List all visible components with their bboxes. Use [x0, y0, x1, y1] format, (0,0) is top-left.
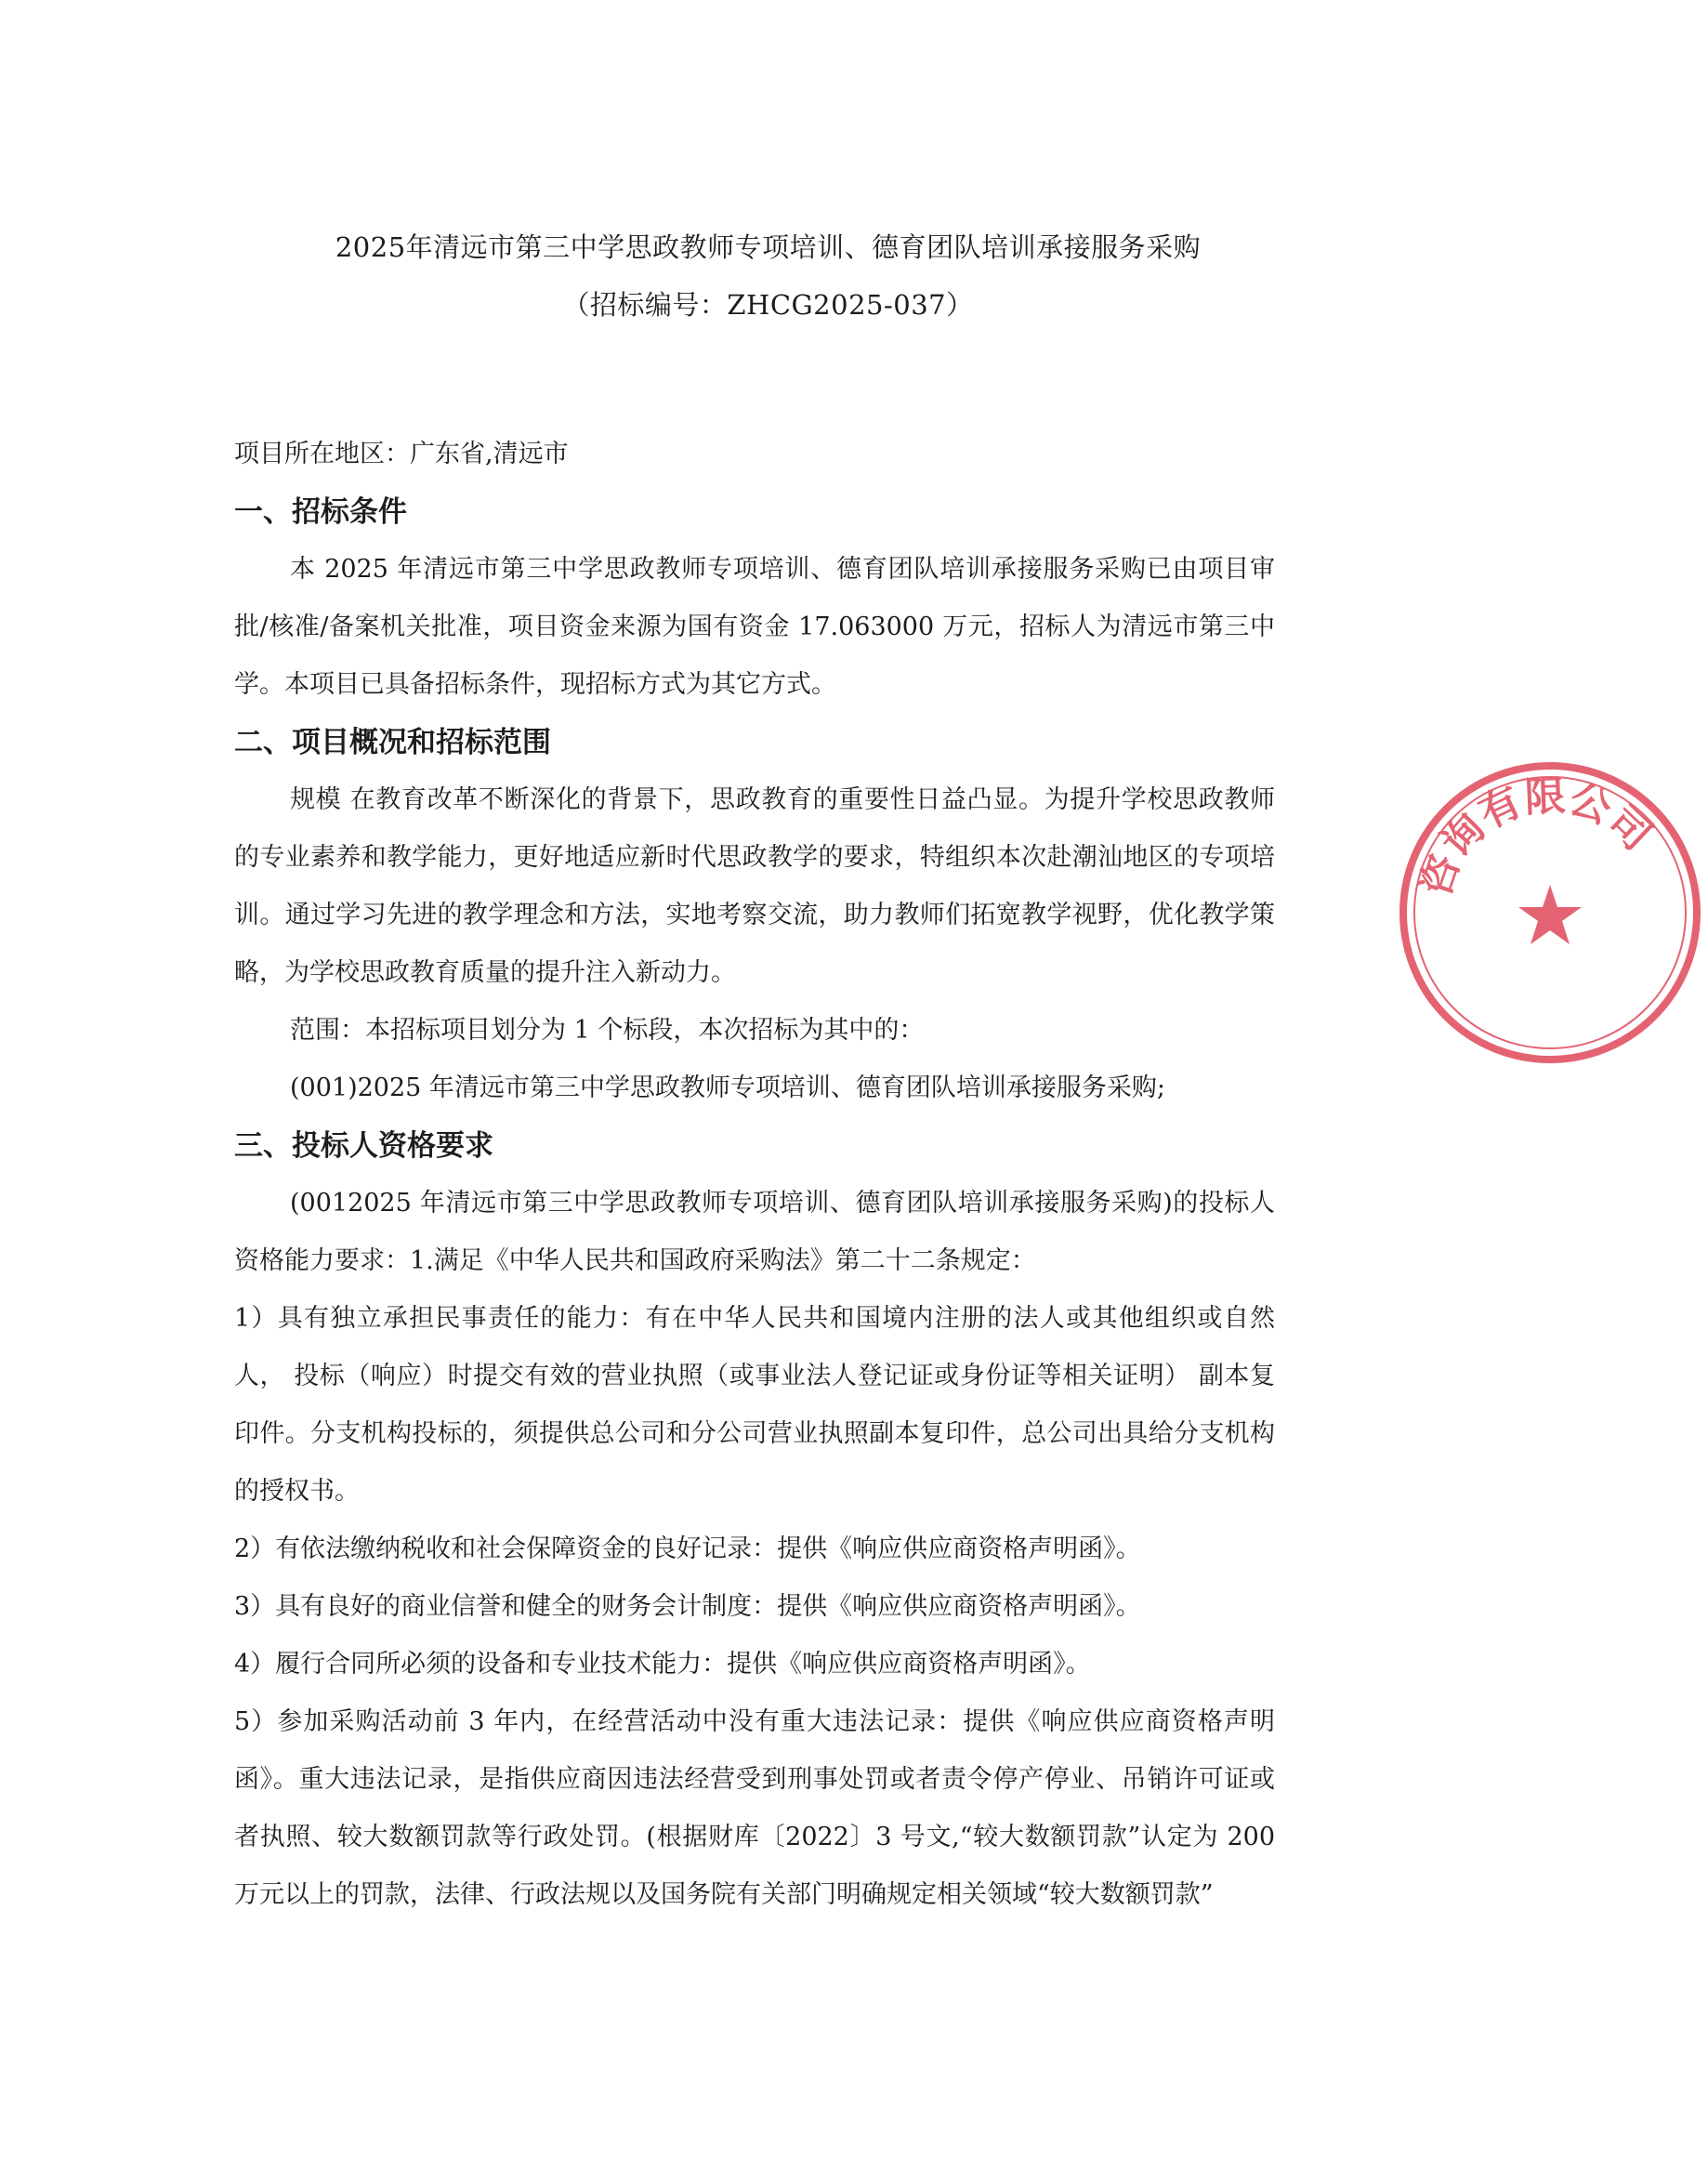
qualification-item-2: 2）有依法缴纳税收和社会保障资金的良好记录：提供《响应供应商资格声明函》。	[234, 1534, 1141, 1563]
tender-conditions-paragraph: 本 2025 年清远市第三中学思政教师专项培训、德育团队培训承接服务采购已由项目审批/核准/备案机关批准，项目资金来源为国有资金 17.063000 万元，招标人为清远市第三中学。本项目已具备招标条件，现招标方式为其它方式。	[234, 555, 1275, 699]
qualification-item-3: 3）具有良好的商业信誉和健全的财务会计制度：提供《响应供应商资格声明函》。	[234, 1592, 1141, 1621]
project-location: 项目所在地区：广东省,清远市	[234, 440, 569, 468]
company-seal-stamp	[1392, 755, 1708, 1071]
section-heading-project-overview: 二、项目概况和招标范围	[234, 726, 551, 759]
project-scale-paragraph: 规模 在教育改革不断深化的背景下，思政教育的重要性日益凸显。为提升学校思政教师的专业素养和教学能力，更好地适应新时代思政教学的要求，特组织本次赴潮汕地区的专项培训。通过学习先进的教学理念和方法，实地考察交流，助力教师们拓宽教学视野，优化教学策略，为学校思政教育质量的提升注入新动力。	[234, 785, 1275, 987]
tender-number: （招标编号：ZHCG2025-037）	[562, 289, 974, 321]
qualification-item-4: 4）履行合同所必须的设备和专业技术能力：提供《响应供应商资格声明函》。	[234, 1650, 1091, 1679]
lot-paragraph: (001)2025 年清远市第三中学思政教师专项培训、德育团队培训承接服务采购;	[290, 1073, 1165, 1102]
document-title: 2025年清远市第三中学思政教师专项培训、德育团队培训承接服务采购	[335, 231, 1202, 263]
document-body	[234, 426, 1275, 1924]
qualification-intro: (0012025 年清远市第三中学思政教师专项培训、德育团队培训承接服务采购)的投标人资格能力要求：1.满足《中华人民共和国政府采购法》第二十二条规定：	[234, 1189, 1275, 1275]
project-scope-paragraph: 范围：本招标项目划分为 1 个标段，本次招标为其中的：	[290, 1016, 925, 1045]
section-heading-tender-conditions: 一、招标条件	[234, 495, 407, 529]
svg-text:咨询有限公司: 咨询有限公司	[1411, 772, 1661, 903]
qualification-item-1: 1）具有独立承担民事责任的能力：有在中华人民共和国境内注册的法人或其他组织或自然人， 投标（响应）时提交有效的营业执照（或事业法人登记证或身份证等相关证明） 副本复印件。分支机构投标的，须提供总公司和分公司营业执照副本复印件，总公司出具给分支机构的授权书。	[234, 1304, 1275, 1506]
qualification-item-5: 5）参加采购活动前 3 年内，在经营活动中没有重大违法记录：提供《响应供应商资格声明函》。重大违法记录，是指供应商因违法经营受到刑事处罚或者责令停产停业、吊销许可证或者执照、较大数额罚款等行政处罚。(根据财库〔2022〕3 号文,“较大数额罚款”认定为 200 万元以上的罚款，法律、行政法规以及国务院有关部门明确规定相关领域“较大数额罚款”	[234, 1707, 1275, 1909]
section-heading-bidder-qualifications: 三、投标人资格要求	[234, 1129, 493, 1163]
